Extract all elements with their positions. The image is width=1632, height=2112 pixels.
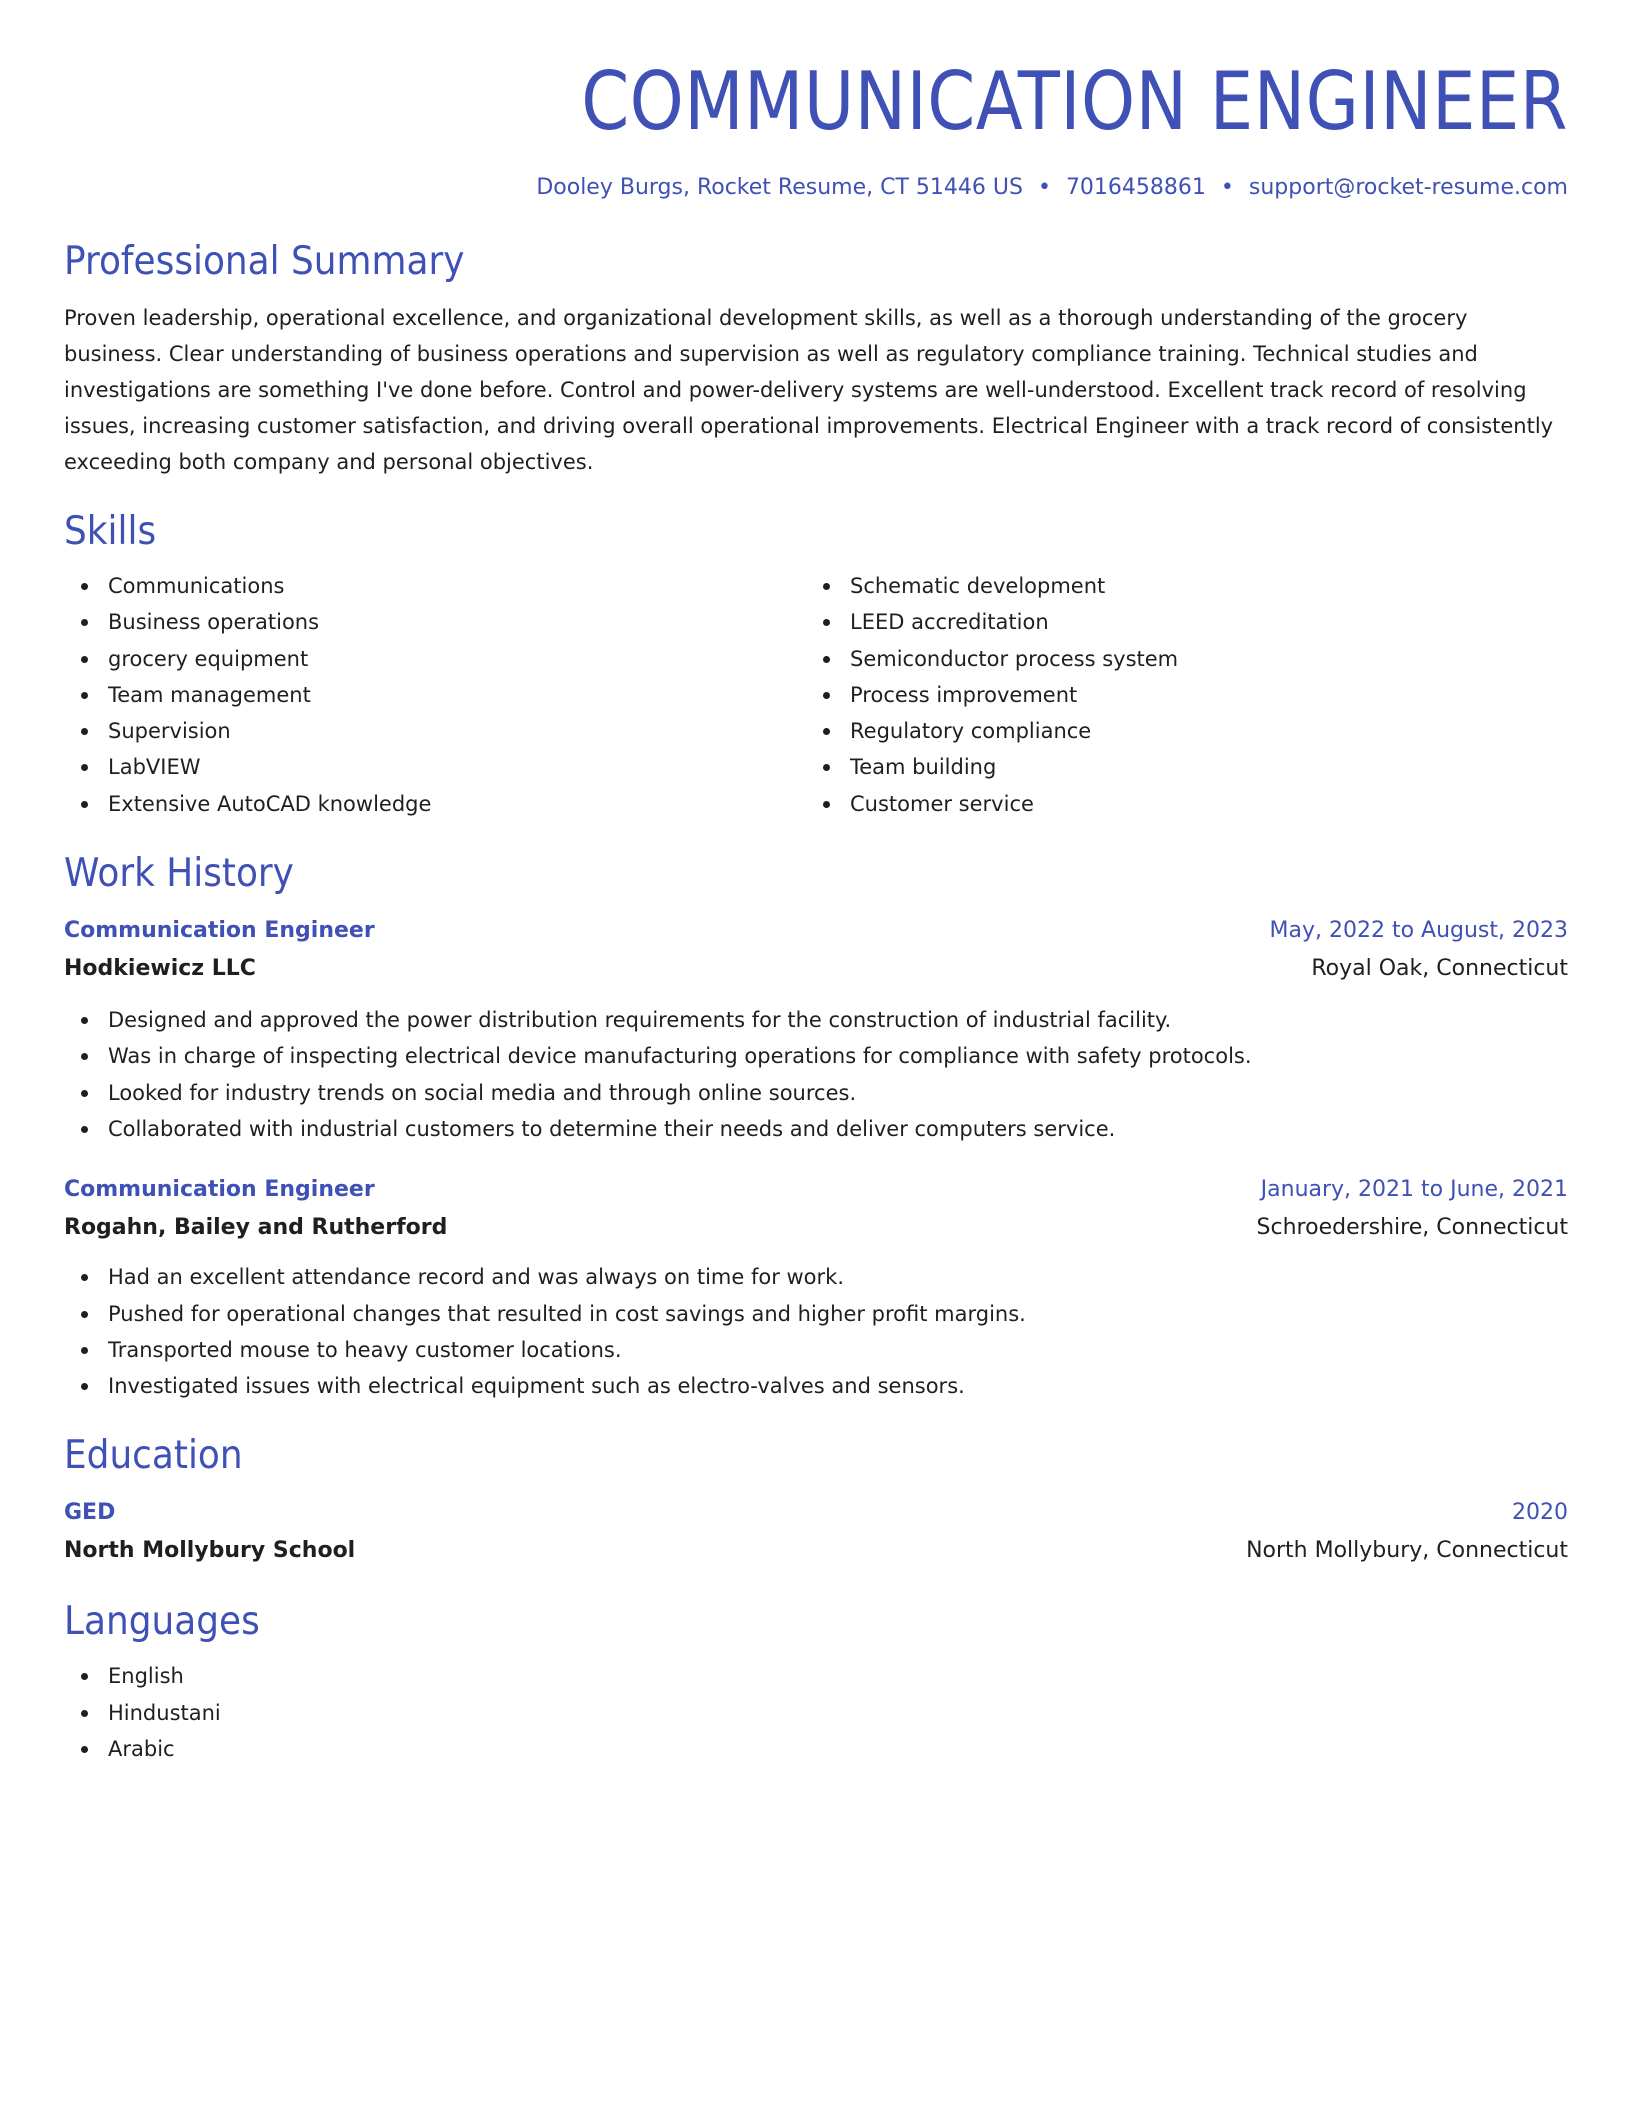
job-company: Hodkiewicz LLC xyxy=(64,956,256,982)
skill-item: Team building xyxy=(806,749,1548,785)
job-company-row xyxy=(64,1209,1568,1247)
education-section xyxy=(64,1430,1568,1570)
job-title-row xyxy=(64,1171,1568,1209)
skills-section xyxy=(64,506,1568,822)
job-entry xyxy=(64,912,1568,1147)
summary-heading: Professional Summary xyxy=(64,239,465,284)
job-entry xyxy=(64,1171,1568,1404)
skill-item: Process improvement xyxy=(806,677,1548,713)
job-company: Rogahn, Bailey and Rutherford xyxy=(64,1215,448,1241)
contact-separator: • xyxy=(1037,175,1051,200)
skills-columns xyxy=(64,568,1568,822)
job-title: Communication Engineer xyxy=(64,1177,375,1203)
resume-title: COMMUNICATION ENGINEER xyxy=(581,55,1568,148)
contact-email: support@rocket-resume.com xyxy=(1248,175,1568,200)
job-bullet: Investigated issues with electrical equipment such as electro-valves and sensors. xyxy=(64,1368,1568,1404)
job-bullet: Pushed for operational changes that resulted in cost savings and higher profit margins. xyxy=(64,1296,1568,1332)
skill-item: Regulatory compliance xyxy=(806,713,1548,749)
job-bullet: Had an excellent attendance record and was always on time for work. xyxy=(64,1259,1568,1295)
skill-item: Communications xyxy=(64,568,806,604)
work-history-section xyxy=(64,848,1568,1404)
skill-item: LEED accreditation xyxy=(806,604,1548,640)
education-location: North Mollybury, Connecticut xyxy=(1246,1538,1568,1564)
job-location: Royal Oak, Connecticut xyxy=(1311,956,1568,982)
summary-section xyxy=(64,236,1568,480)
education-school: North Mollybury School xyxy=(64,1538,356,1564)
language-item: Hindustani xyxy=(64,1695,1568,1731)
contact-line xyxy=(64,170,1568,206)
summary-text: Proven leadership, operational excellence, and organizational development skills, as well as a thorough understanding of the grocery business. Clear understanding of business operations and supervision as well as regulatory compliance training. Technical studies and investigations are something I've done before. Control and power-delivery systems are well-understood. Excellent track record of resolving issues, increasing customer satisfaction, and driving overall operational improvements. Electrical Engineer with a track record of consistently exceeding both company and personal objectives. xyxy=(64,306,1554,474)
skills-list-left xyxy=(64,568,806,822)
skill-item: LabVIEW xyxy=(64,749,806,785)
skill-item: Team management xyxy=(64,677,806,713)
job-bullets xyxy=(64,1002,1568,1147)
education-degree: GED xyxy=(64,1500,116,1526)
education-school-row xyxy=(64,1532,1568,1570)
job-location: Schroedershire, Connecticut xyxy=(1256,1215,1568,1241)
resume-header xyxy=(64,0,1568,206)
job-company-row xyxy=(64,950,1568,988)
skill-item: Schematic development xyxy=(806,568,1548,604)
job-bullet: Collaborated with industrial customers to determine their needs and deliver computers service. xyxy=(64,1111,1568,1147)
work-history-heading: Work History xyxy=(64,851,294,897)
language-item: Arabic xyxy=(64,1731,1568,1767)
education-degree-row xyxy=(64,1494,1568,1532)
job-bullet: Designed and approved the power distribution requirements for the construction of industrial facility. xyxy=(64,1002,1568,1038)
language-item: English xyxy=(64,1658,1568,1694)
education-heading: Education xyxy=(64,1433,243,1479)
job-bullet: Transported mouse to heavy customer locations. xyxy=(64,1332,1568,1368)
languages-section xyxy=(64,1596,1568,1767)
languages-list xyxy=(64,1658,1568,1767)
resume-page xyxy=(64,0,1568,1767)
skill-item: Supervision xyxy=(64,713,806,749)
skills-heading: Skills xyxy=(64,509,157,554)
education-entry xyxy=(64,1494,1568,1570)
job-dates: January, 2021 to June, 2021 xyxy=(1260,1177,1568,1203)
job-bullets xyxy=(64,1259,1568,1404)
job-dates: May, 2022 to August, 2023 xyxy=(1269,918,1568,944)
job-bullet: Was in charge of inspecting electrical device manufacturing operations for compliance with safety protocols. xyxy=(64,1038,1568,1074)
skill-item: Extensive AutoCAD knowledge xyxy=(64,786,806,822)
job-title: Communication Engineer xyxy=(64,918,375,944)
job-bullet: Looked for industry trends on social media and through online sources. xyxy=(64,1075,1568,1111)
languages-heading: Languages xyxy=(64,1599,260,1645)
contact-address: Dooley Burgs, Rocket Resume, CT 51446 US xyxy=(536,175,1023,200)
skill-item: Semiconductor process system xyxy=(806,641,1548,677)
contact-separator: • xyxy=(1220,175,1234,200)
skill-item: Business operations xyxy=(64,604,806,640)
education-year: 2020 xyxy=(1512,1500,1568,1526)
job-title-row xyxy=(64,912,1568,950)
skill-item: Customer service xyxy=(806,786,1548,822)
skills-list-right xyxy=(806,568,1548,822)
contact-phone: 7016458861 xyxy=(1065,175,1206,200)
skill-item: grocery equipment xyxy=(64,641,806,677)
